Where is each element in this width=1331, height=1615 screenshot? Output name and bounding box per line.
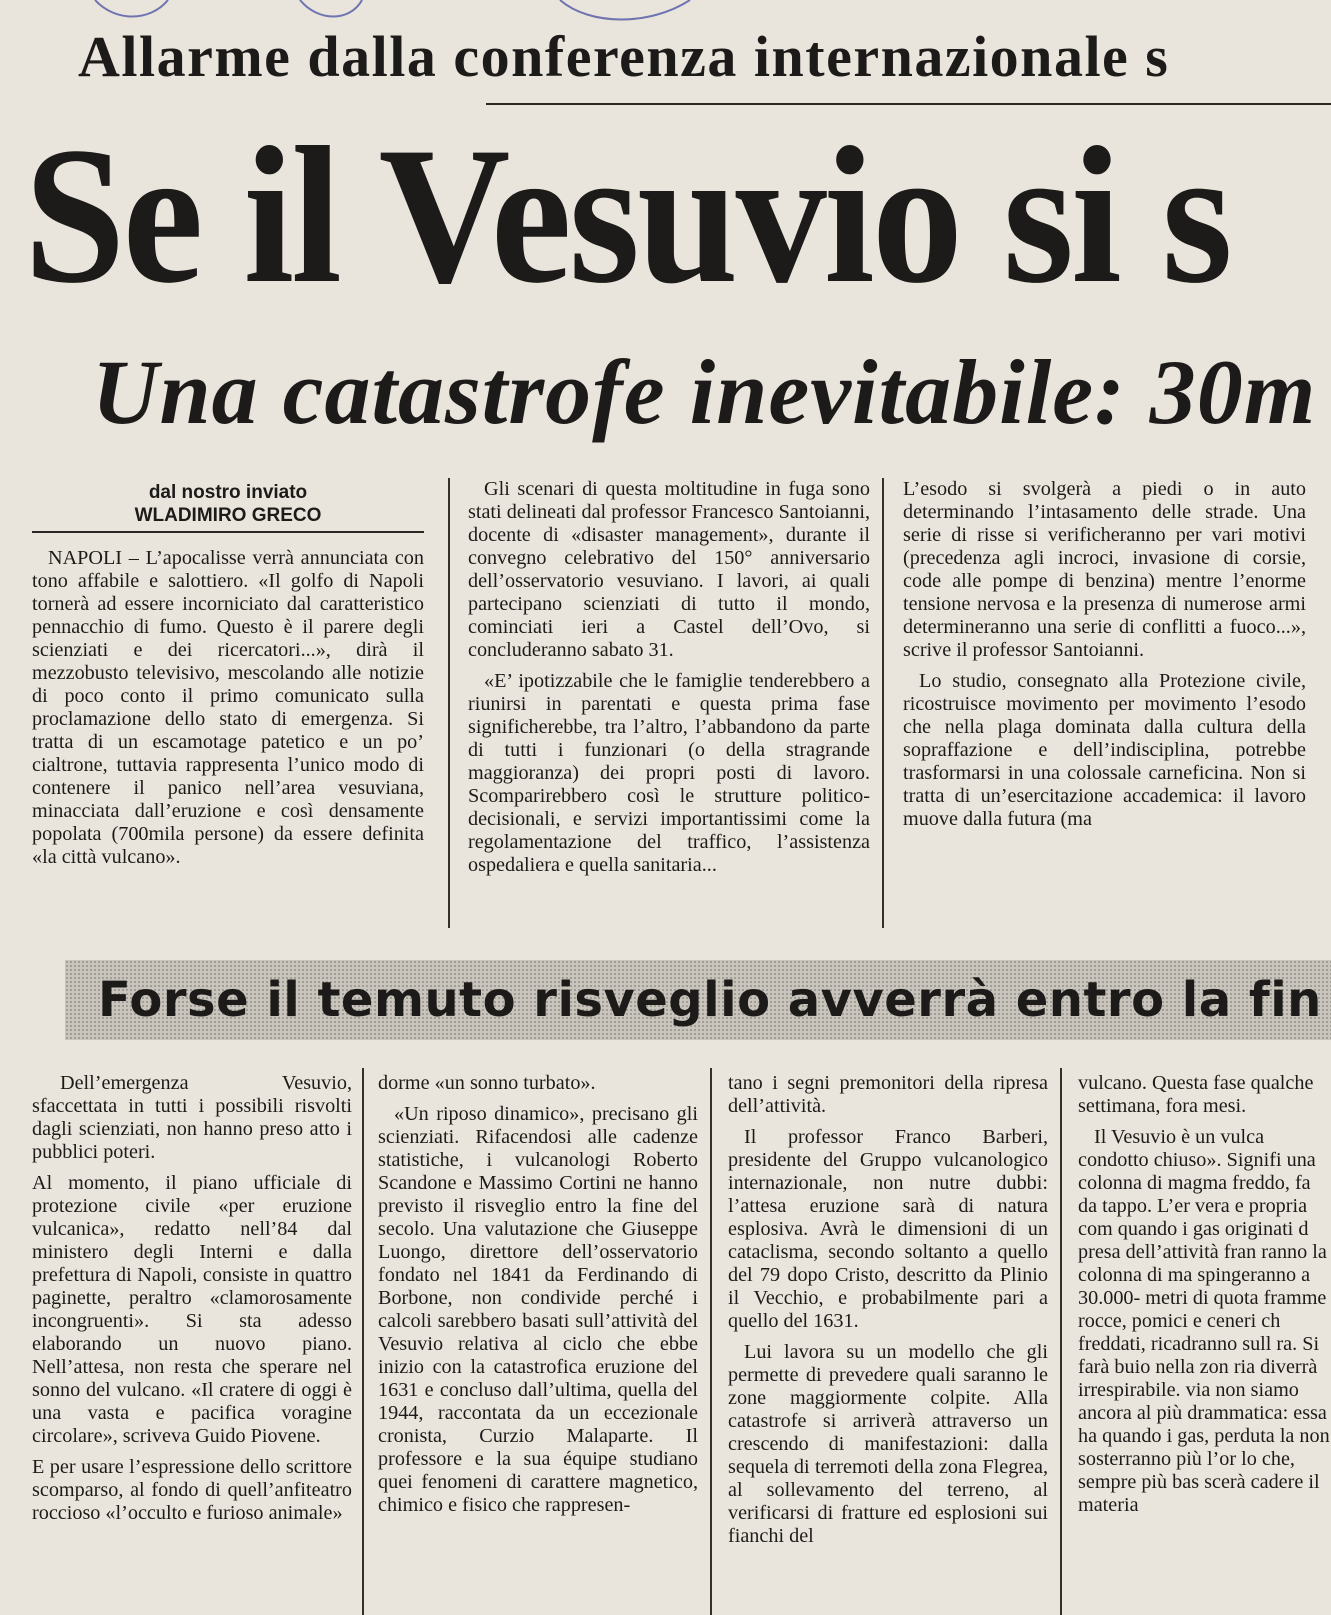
column-rule (710, 1068, 712, 1615)
bottom-column-4 (1078, 1072, 1331, 1615)
paragraph: Il Vesuvio è un vulca condotto chiuso». Signifi una colonna di magma freddo, fa da tappo. L’er vera e propria com quando i gas originati d presa dell’attività fran ranno la colonna di ma spingeranno a 30.000- metri di quota framme rocce, pomici e ceneri ch freddati, ricadranno sull ra. Si farà buio nella zon ria diverrà irrespirabile. via non siamo ancora al più drammatica: essa ha quando i gas, perduta la non sosterranno più l’or lo che, sempre più bas scerà cadere il materia (1078, 1126, 1330, 1516)
paragraph: L’esodo si svolgerà a piedi o in auto determinando l’intasamento delle strade. Una serie di risse si verificheranno per vari motivi (precedenza agli incroci, invasione di corsie, code alle pompe di benzina) mentre l’enorme tensione nervosa e la presenza di numerose armi determineranno una serie di conflitti a fuoco...», scrive il professor Santoianni. (903, 478, 1306, 661)
main-headline: Se il Vesuvio si s (24, 107, 1230, 324)
byline-author: WLADIMIRO GRECO (134, 505, 322, 526)
top-column-2 (468, 478, 870, 877)
paragraph: Gli scenari di questa moltitudine in fuga sono stati delineati dal professor Francesco Santoianni, docente di «disaster management», durante il convegno celebrativo del 150° anniversario dell’osservatorio vesuviano. I lavori, ai quali partecipano scienziati di tutto il mondo, cominciati ieri a Castel dell’Ovo, si concluderanno sabato 31. (468, 478, 870, 661)
paragraph: Dell’emergenza Vesuvio, sfaccettata in tutti i possibili risvolti dagli scienziati, non hanno preso atto i pubblici poteri. (32, 1072, 352, 1163)
paragraph: Il professor Franco Barberi, presidente del Gruppo vulcanologico internazionale, non nutre dubbi: l’attesa eruzione sarà di natura esplosiva. Avrà le dimensioni di un cataclisma, secondo soltanto a quello del 79 dopo Cristo, descritto da Plinio il Vecchio, e probabilmente pari a quello del 1631. (728, 1126, 1048, 1332)
kicker-headline: Allarme dalla conferenza internazionale s (78, 24, 1170, 89)
paragraph: dorme «un sonno turbato». (378, 1072, 596, 1094)
top-column-1 (32, 547, 424, 869)
paragraph: NAPOLI – L’apocalisse verrà annunciata con tono affabile e salottiero. «Il golfo di Napoli tornerà ad essere incorniciato dal caratteristico pennacchio di fumo. Questo è il parere degli scienziati e dei ricercatori...», dirà il mezzobusto televisivo, mescolando alle notizie di poco conto il primo comunicato sulla proclamazione dello stato di emergenza. Si tratta di un escamotage patetico e un po’ cialtrone, tuttavia rappresenta l’unico modo di contenere il panico nell’area vesuviana, minacciata dall’eruzione e così densamente popolata (700mila persone) da essere definita «la città vulcano». (32, 547, 424, 868)
top-column-3 (903, 478, 1306, 930)
paragraph: Al momento, il piano ufficiale di protezione civile «per eruzione vulcanica», redatto nell’84 dal ministero degli Interni e dalla prefettura di Napoli, consiste in quattro paginette, peraltro «clamorosamente incongruenti». Si sta adesso elaborando un nuovo piano. Nell’attesa, non resta che sperare nel sonno del vulcano. «Il cratere di oggi è una vasta e pacifica voragine circolare», scriveva Guido Piovene. (32, 1172, 352, 1447)
paragraph: tano i segni premonitori della ripresa dell’attività. (728, 1072, 1048, 1117)
banner-headline: Forse il temuto risveglio avverrà entro la fin (98, 972, 1322, 1028)
paragraph: vulcano. Questa fase qualche settimana, fora mesi. (1078, 1072, 1314, 1117)
paragraph: E per usare l’espressione dello scrittore scomparso, al fondo di quell’anfiteatro roccioso «l’occulto e furioso animale» (32, 1456, 352, 1524)
byline-rule (32, 531, 424, 533)
bottom-column-2 (378, 1072, 698, 1517)
kicker-rule (486, 103, 1331, 105)
column-rule (1060, 1068, 1062, 1615)
paragraph: «Un riposo dinamico», precisano gli scienziati. Rifacendosi alle cadenze statistiche, i vulcanologi Roberto Scandone e Massimo Cortini ne hanno previsto il risveglio entro la fine del secolo. Una valutazione che Giuseppe Luongo, direttore dell’osservatorio fondato nel 1841 da Ferdinando di Borbone, non condivide perché i calcoli sarebbero basati sull’attività del Vesuvio relativa al ciclo che ebbe inizio con la catastrofica eruzione del 1631 e concluso dall’ultima, quella del 1944, raccontata da un eccezionale cronista, Curzio Malaparte. Il professore e la sua équipe studiano quei fenomeni di carattere magnetico, chimico e fisico che rappresen- (378, 1103, 698, 1516)
subheadline: Una catastrofe inevitabile: 30m (92, 341, 1317, 443)
column-rule (882, 478, 884, 928)
column-rule (362, 1068, 364, 1615)
byline-prefix: dal nostro inviato (148, 482, 308, 503)
paragraph: «E’ ipotizzabile che le famiglie tenderebbero a riunirsi in parentati e questa prima fase significherebbe, tra l’altro, l’abbandono da parte di tutti i funzionari (o della stragrande maggioranza) dei propri posti di lavoro. Scomparirebbero così le strutture politico-decisionali, e servizi importantissimi come la regolamentazione del traffico, l’assistenza ospedaliera e quella sanitaria... (468, 670, 870, 876)
bottom-column-1 (32, 1072, 352, 1525)
paragraph: Lui lavora su un modello che gli permette di prevedere quali saranno le zone maggiormente colpite. Alla catastrofe si arriverà attraverso un crescendo di manifestazioni: dalla sequela di terremoti della zona Flegrea, al sollevamento del terreno, al verificarsi di fratture ed esplosioni sui fianchi del (728, 1341, 1048, 1547)
bottom-column-3 (728, 1072, 1048, 1548)
paragraph: Lo studio, consegnato alla Protezione civile, ricostruisce movimento per movimento l’esodo che nella plaga dominata dalla cultura della sopraffazione e dell’indisciplina, potrebbe trasformarsi in una colossale carneficina. Non si tratta di un’esercitazione accademica: il lavoro muove dalla futura (ma (903, 670, 1306, 830)
column-rule (448, 478, 450, 928)
